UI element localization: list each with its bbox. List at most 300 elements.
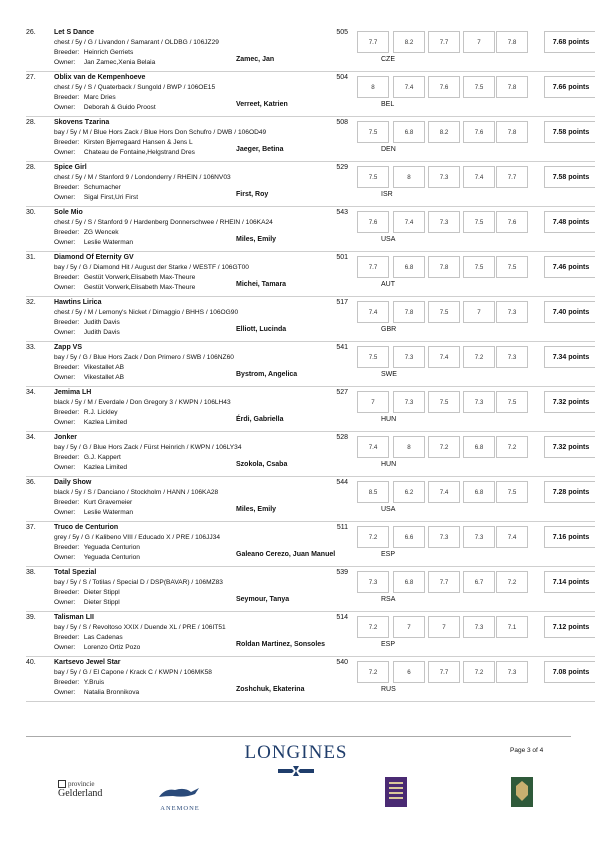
rider-name: Elliott, Lucinda xyxy=(236,326,287,333)
breeder-name: Dieter Stippl xyxy=(83,589,120,596)
breeder-line xyxy=(54,454,121,461)
nation-code: USA xyxy=(381,236,396,243)
judge-score: 7.4 xyxy=(428,481,460,503)
rider-name: Miles, Emily xyxy=(236,506,277,513)
judge-score: 7.3 xyxy=(428,211,460,233)
owner-line xyxy=(54,554,140,561)
judge-score: 7.5 xyxy=(357,166,389,188)
breeder-name: Vikestallet AB xyxy=(83,364,125,371)
owner-line xyxy=(54,464,127,471)
owner-line xyxy=(54,104,156,111)
judge-score: 7.5 xyxy=(496,481,528,503)
rider-name: Michei, Tamara xyxy=(236,281,287,288)
rank: 26. xyxy=(26,29,36,36)
result-entry xyxy=(26,432,595,477)
breeder-line xyxy=(54,634,123,641)
start-number: 539 xyxy=(336,569,348,576)
judge-score: 6.8 xyxy=(393,571,425,593)
owner-name: Judith Davis xyxy=(83,329,120,336)
total-points: 7.46 points xyxy=(544,256,595,278)
rider-name: Szokola, Csaba xyxy=(236,461,288,468)
rank: 38. xyxy=(26,569,36,576)
judge-score: 7.5 xyxy=(357,346,389,368)
total-points: 7.34 points xyxy=(544,346,595,368)
rank: 32. xyxy=(26,299,36,306)
judge-score: 6.2 xyxy=(393,481,425,503)
breeder-label: Breeder: xyxy=(54,229,80,236)
rank: 34. xyxy=(26,389,36,396)
horse-details: bay / 5y / G / El Capone / Krack C / KWPN / 106MK58 xyxy=(54,669,212,676)
result-entry xyxy=(26,207,595,252)
judge-score: 7.5 xyxy=(428,391,460,413)
rank: 36. xyxy=(26,479,36,486)
breeder-name: ZG Wencek xyxy=(83,229,119,236)
longines-logo xyxy=(236,742,356,783)
start-number: 505 xyxy=(336,29,348,36)
owner-name: Leslie Waterman xyxy=(83,239,134,246)
judge-score: 7.2 xyxy=(463,661,495,683)
breeder-label: Breeder: xyxy=(54,499,80,506)
total-points: 7.16 points xyxy=(544,526,595,548)
nation-code: HUN xyxy=(381,461,397,468)
owner-label: Owner: xyxy=(54,239,76,246)
judge-score: 7 xyxy=(428,616,460,638)
rider-name: Bystrom, Angelica xyxy=(236,371,298,378)
judge-score: 7.3 xyxy=(463,526,495,548)
rank: 27. xyxy=(26,74,36,81)
judge-score: 7.4 xyxy=(463,166,495,188)
judge-score: 7.5 xyxy=(463,76,495,98)
owner-line xyxy=(54,599,120,606)
judge-score: 7.4 xyxy=(393,76,425,98)
horse-name: Skovens Tzarina xyxy=(54,119,110,126)
judge-score: 7.3 xyxy=(393,346,425,368)
rank: 39. xyxy=(26,614,36,621)
judge-score: 6 xyxy=(393,661,425,683)
breeder-label: Breeder: xyxy=(54,679,80,686)
judge-score: 7.5 xyxy=(357,121,389,143)
owner-name: Dieter Stippl xyxy=(83,599,120,606)
horse-details: chest / 5y / M / Lemony's Nicket / Dimaggio / BHHS / 106OG90 xyxy=(54,309,239,316)
nation-code: CZE xyxy=(381,56,395,63)
horse-name: Daily Show xyxy=(54,479,92,486)
horse-name: Truco de Centurion xyxy=(54,524,119,531)
nation-code: RUS xyxy=(381,686,396,693)
judge-score: 7.7 xyxy=(357,31,389,53)
total-points: 7.48 points xyxy=(544,211,595,233)
breeder-line xyxy=(54,274,195,281)
breeder-line xyxy=(54,679,104,686)
rider-name: Galeano Cerezo, Juan Manuel xyxy=(236,551,336,558)
owner-line xyxy=(54,644,140,651)
horse-name: Zapp VS xyxy=(54,344,83,351)
anemone-logo xyxy=(150,784,210,812)
judge-score: 8 xyxy=(393,166,425,188)
rider-name: Roldan Martinez, Sonsoles xyxy=(236,641,326,648)
provincie-word: provincie xyxy=(68,780,95,788)
provincie-line1 xyxy=(58,780,124,788)
breeder-name: Yeguada Centurion xyxy=(83,544,140,551)
horse-name: Kartsevo Jewel Star xyxy=(54,659,121,666)
judge-score: 7.4 xyxy=(357,436,389,458)
anemone-wordmark: ANEMONE xyxy=(160,805,200,812)
horse-name: Hawtins Lirica xyxy=(54,299,102,306)
horse-details: bay / 5y / G / Blue Hors Zack / Don Primero / SWB / 106NZ60 xyxy=(54,354,234,361)
start-number: 501 xyxy=(336,254,348,261)
owner-line xyxy=(54,194,138,201)
owner-label: Owner: xyxy=(54,689,76,696)
judge-score: 7.7 xyxy=(428,661,460,683)
owner-line xyxy=(54,284,195,291)
result-entry xyxy=(26,117,595,162)
judge-score: 6.8 xyxy=(393,121,425,143)
provincie-gelderland-logo xyxy=(58,780,124,799)
owner-label: Owner: xyxy=(54,194,76,201)
start-number: 511 xyxy=(336,524,348,531)
rider-name: Verreet, Katrien xyxy=(236,101,288,108)
start-number: 544 xyxy=(336,479,348,486)
judge-score: 8.2 xyxy=(428,121,460,143)
judge-score: 7.8 xyxy=(428,256,460,278)
judge-score: 7 xyxy=(463,301,495,323)
breeder-line xyxy=(54,589,120,596)
horse-name: Oblix van de Kempenhoeve xyxy=(54,74,146,81)
breeder-label: Breeder: xyxy=(54,409,80,416)
judge-score: 7.6 xyxy=(463,121,495,143)
judge-score: 7.3 xyxy=(393,391,425,413)
breeder-label: Breeder: xyxy=(54,544,80,551)
start-number: 541 xyxy=(336,344,348,351)
nation-code: USA xyxy=(381,506,396,513)
owner-line xyxy=(54,509,133,516)
results-list xyxy=(26,27,595,702)
nation-code: DEN xyxy=(381,146,396,153)
breeder-name: R.J. Lickley xyxy=(83,409,118,416)
total-points: 7.08 points xyxy=(544,661,595,683)
breeder-name: Las Cadenas xyxy=(83,634,123,641)
nation-code: SWE xyxy=(381,371,397,378)
owner-line xyxy=(54,239,133,246)
owner-name: Leslie Waterman xyxy=(83,509,134,516)
owner-line xyxy=(54,329,120,336)
horse-details: bay / 5y / M / Blue Hors Zack / Blue Hors Don Schufro / DWB / 106OD49 xyxy=(54,129,267,136)
judge-score: 8.2 xyxy=(393,31,425,53)
breeder-name: Kirsten Bjerregaard Hansen & Jens L xyxy=(83,139,193,146)
provincie-line2: Gelderland xyxy=(58,788,103,800)
judge-score: 7.5 xyxy=(496,256,528,278)
breeder-name: Gestüt Vorwerk,Elisabeth Max-Theure xyxy=(83,274,196,281)
anemone-horse-logo xyxy=(155,784,205,800)
horse-details: chest / 5y / S / Quaterback / Sungold / BWP / 106OE15 xyxy=(54,84,216,91)
owner-name: Lorenzo Ortiz Pozo xyxy=(83,644,141,651)
nation-code: ESP xyxy=(381,551,396,558)
footer-divider xyxy=(26,736,571,737)
rank: 37. xyxy=(26,524,36,531)
rider-name: Miles, Emily xyxy=(236,236,277,243)
owner-line xyxy=(54,374,124,381)
judge-score: 7.2 xyxy=(357,661,389,683)
judge-score: 7.2 xyxy=(357,616,389,638)
judge-score: 8.5 xyxy=(357,481,389,503)
judge-score: 8 xyxy=(357,76,389,98)
breeder-label: Breeder: xyxy=(54,634,80,641)
judge-score: 7.2 xyxy=(428,436,460,458)
judge-score: 7.7 xyxy=(428,571,460,593)
total-points: 7.58 points xyxy=(544,121,595,143)
owner-label: Owner: xyxy=(54,59,76,66)
start-number: 514 xyxy=(336,614,348,621)
owner-name: Jan Zamec,Xenia Belaia xyxy=(83,59,156,66)
judge-score: 7.3 xyxy=(496,346,528,368)
breeder-label: Breeder: xyxy=(54,49,80,56)
breeder-name: Heinrich Gerriets xyxy=(83,49,134,56)
nation-code: HUN xyxy=(381,416,397,423)
result-entry xyxy=(26,27,595,72)
total-points: 7.58 points xyxy=(544,166,595,188)
rank: 28. xyxy=(26,164,36,171)
judge-score: 7 xyxy=(393,616,425,638)
start-number: 504 xyxy=(336,74,348,81)
breeder-line xyxy=(54,49,133,56)
judge-score: 7.4 xyxy=(428,346,460,368)
breeder-label: Breeder: xyxy=(54,139,80,146)
judge-score: 7.3 xyxy=(428,166,460,188)
start-number: 529 xyxy=(336,164,348,171)
start-number: 527 xyxy=(336,389,348,396)
judge-score: 7.8 xyxy=(496,76,528,98)
horse-details: grey / 5y / G / Kalibeno VIII / Educado X / PRE / 106JJ34 xyxy=(54,534,221,541)
judge-score: 7 xyxy=(357,391,389,413)
judge-score: 7.8 xyxy=(496,121,528,143)
horse-details: bay / 5y / G / Diamond Hit / August der Starke / WESTF / 106GT00 xyxy=(54,264,249,271)
owner-name: Kazlea Limited xyxy=(83,464,128,471)
breeder-line xyxy=(54,409,118,416)
horse-name: Jemima LH xyxy=(54,389,92,396)
result-entry xyxy=(26,657,595,702)
judge-score: 7.7 xyxy=(357,256,389,278)
judge-score: 7.6 xyxy=(428,76,460,98)
owner-label: Owner: xyxy=(54,284,76,291)
nation-code: BEL xyxy=(381,101,395,108)
horse-details: bay / 5y / S / Totilas / Special D / DSP(BAVAR) / 106MZ83 xyxy=(54,579,223,586)
owner-name: Natalia Bronnikova xyxy=(83,689,140,696)
judge-score: 6.8 xyxy=(393,256,425,278)
owner-label: Owner: xyxy=(54,509,76,516)
judge-score: 7.4 xyxy=(393,211,425,233)
rider-name: Zoshchuk, Ekaterina xyxy=(236,686,305,693)
horse-details: bay / 5y / S / Revoltoso XXIX / Duende XL / PRE / 106IT51 xyxy=(54,624,226,631)
breeder-label: Breeder: xyxy=(54,94,80,101)
rider-name: First, Roy xyxy=(236,191,269,198)
judge-score: 7.7 xyxy=(496,166,528,188)
result-entry xyxy=(26,522,595,567)
rider-name: Érdi, Gabriella xyxy=(236,416,284,423)
judge-score: 7.4 xyxy=(357,301,389,323)
rank: 34. xyxy=(26,434,36,441)
horse-details: black / 5y / M / Everdale / Don Gregory 3 / KWPN / 106LH43 xyxy=(54,399,231,406)
judge-score: 7.1 xyxy=(496,616,528,638)
result-entry xyxy=(26,477,595,522)
breeder-label: Breeder: xyxy=(54,364,80,371)
owner-line xyxy=(54,59,155,66)
breeder-line xyxy=(54,184,121,191)
nation-code: RSA xyxy=(381,596,396,603)
nation-code: AUT xyxy=(381,281,395,288)
horse-details: chest / 5y / G / Livandon / Samarant / OLDBG / 106JZ29 xyxy=(54,39,219,46)
owner-name: Sigal First,Uri First xyxy=(83,194,139,201)
owner-name: Chateau de Fontaine,Helgstrand Dres xyxy=(83,149,195,156)
start-number: 508 xyxy=(336,119,348,126)
breeder-line xyxy=(54,94,116,101)
owner-label: Owner: xyxy=(54,599,76,606)
breeder-name: Kurt Gravemeier xyxy=(83,499,133,506)
rank: 40. xyxy=(26,659,36,666)
owner-name: Kazlea Limited xyxy=(83,419,128,426)
total-points: 7.28 points xyxy=(544,481,595,503)
result-entry xyxy=(26,162,595,207)
breeder-line xyxy=(54,319,120,326)
judge-score: 7.8 xyxy=(393,301,425,323)
rank: 33. xyxy=(26,344,36,351)
judge-score: 8 xyxy=(393,436,425,458)
longines-wordmark: LONGINES xyxy=(244,742,348,763)
result-entry xyxy=(26,72,595,117)
result-entry xyxy=(26,567,595,612)
total-points: 7.40 points xyxy=(544,301,595,323)
result-entry xyxy=(26,252,595,297)
judge-score: 6.6 xyxy=(393,526,425,548)
purple-crest-logo xyxy=(385,777,407,807)
owner-label: Owner: xyxy=(54,464,76,471)
breeder-line xyxy=(54,499,132,506)
page-number: Page 3 of 4 xyxy=(510,747,544,754)
judge-score: 7.6 xyxy=(357,211,389,233)
judge-score: 7.2 xyxy=(357,526,389,548)
breeder-label: Breeder: xyxy=(54,589,80,596)
nation-code: ISR xyxy=(381,191,393,198)
judge-score: 7.2 xyxy=(496,571,528,593)
horse-details: chest / 5y / M / Stanford 9 / Londonderry / RHEIN / 106NV03 xyxy=(54,174,231,181)
green-crest-logo xyxy=(511,777,533,807)
rider-name: Jaeger, Betina xyxy=(236,146,284,153)
breeder-name: Judith Davis xyxy=(83,319,120,326)
total-points: 7.68 points xyxy=(544,31,595,53)
owner-name: Vikestallet AB xyxy=(83,374,125,381)
rank: 30. xyxy=(26,209,36,216)
judge-score: 6.8 xyxy=(463,481,495,503)
owner-label: Owner: xyxy=(54,104,76,111)
owner-label: Owner: xyxy=(54,329,76,336)
horse-name: Talisman LII xyxy=(54,614,94,621)
breeder-line xyxy=(54,364,124,371)
owner-line xyxy=(54,689,139,696)
start-number: 528 xyxy=(336,434,348,441)
judge-score: 7.3 xyxy=(357,571,389,593)
judge-score: 7.3 xyxy=(463,391,495,413)
horse-name: Sole Mio xyxy=(54,209,83,216)
owner-label: Owner: xyxy=(54,419,76,426)
total-points: 7.14 points xyxy=(544,571,595,593)
judge-score: 7.3 xyxy=(496,301,528,323)
rider-name: Zamec, Jan xyxy=(236,56,275,63)
owner-label: Owner: xyxy=(54,644,76,651)
judge-score: 7.3 xyxy=(428,526,460,548)
judge-score: 7.6 xyxy=(496,211,528,233)
owner-label: Owner: xyxy=(54,149,76,156)
judge-score: 7.5 xyxy=(428,301,460,323)
judge-score: 7.5 xyxy=(463,211,495,233)
horse-name: Total Spezial xyxy=(54,569,97,576)
total-points: 7.12 points xyxy=(544,616,595,638)
judge-score: 6.7 xyxy=(463,571,495,593)
owner-name: Yeguada Centurion xyxy=(83,554,140,561)
breeder-name: Schumacher xyxy=(83,184,121,191)
breeder-label: Breeder: xyxy=(54,319,80,326)
judge-score: 7.8 xyxy=(496,31,528,53)
horse-details: black / 5y / S / Danciano / Stockholm / HANN / 106KA28 xyxy=(54,489,219,496)
owner-name: Gestüt Vorwerk,Elisabeth Max-Theure xyxy=(83,284,196,291)
horse-name: Diamond Of Eternity GV xyxy=(54,254,134,261)
result-entry xyxy=(26,387,595,432)
horse-details: bay / 5y / G / Blue Hors Zack / Fürst Heinrich / KWPN / 106LY34 xyxy=(54,444,242,451)
breeder-label: Breeder: xyxy=(54,274,80,281)
judge-score: 7.4 xyxy=(496,526,528,548)
judge-score: 7.3 xyxy=(496,661,528,683)
breeder-line xyxy=(54,139,193,146)
breeder-name: Y.Bruis xyxy=(83,679,105,686)
judge-score: 7.5 xyxy=(463,256,495,278)
horse-name: Let S Dance xyxy=(54,29,95,36)
result-entry xyxy=(26,612,595,657)
rank: 28. xyxy=(26,119,36,126)
total-points: 7.32 points xyxy=(544,436,595,458)
nation-code: ESP xyxy=(381,641,396,648)
breeder-name: Marc Dries xyxy=(83,94,116,101)
judge-score: 7.7 xyxy=(428,31,460,53)
owner-name: Deborah & Guido Proost xyxy=(83,104,156,111)
owner-label: Owner: xyxy=(54,374,76,381)
owner-line xyxy=(54,419,127,426)
breeder-line xyxy=(54,544,140,551)
horse-name: Jonker xyxy=(54,434,77,441)
breeder-label: Breeder: xyxy=(54,184,80,191)
judge-score: 6.8 xyxy=(463,436,495,458)
total-points: 7.32 points xyxy=(544,391,595,413)
breeder-name: G.J. Kappert xyxy=(83,454,121,461)
start-number: 540 xyxy=(336,659,348,666)
rank: 31. xyxy=(26,254,36,261)
start-number: 543 xyxy=(336,209,348,216)
owner-line xyxy=(54,149,195,156)
judge-score: 7 xyxy=(463,31,495,53)
judge-score: 7.5 xyxy=(496,391,528,413)
nation-code: GBR xyxy=(381,326,397,333)
horse-details: chest / 5y / S / Stanford 9 / Hardenberg Donnerschwee / RHEIN / 106KA24 xyxy=(54,219,273,226)
horse-name: Spice Girl xyxy=(54,164,87,171)
start-number: 517 xyxy=(336,299,348,306)
result-entry xyxy=(26,297,595,342)
judge-score: 7.3 xyxy=(463,616,495,638)
total-points: 7.66 points xyxy=(544,76,595,98)
judge-score: 7.2 xyxy=(496,436,528,458)
longines-winged-hourglass-icon xyxy=(276,764,316,778)
result-entry xyxy=(26,342,595,387)
breeder-label: Breeder: xyxy=(54,454,80,461)
judge-score: 7.2 xyxy=(463,346,495,368)
rider-name: Seymour, Tanya xyxy=(236,596,290,603)
owner-label: Owner: xyxy=(54,554,76,561)
breeder-line xyxy=(54,229,119,236)
